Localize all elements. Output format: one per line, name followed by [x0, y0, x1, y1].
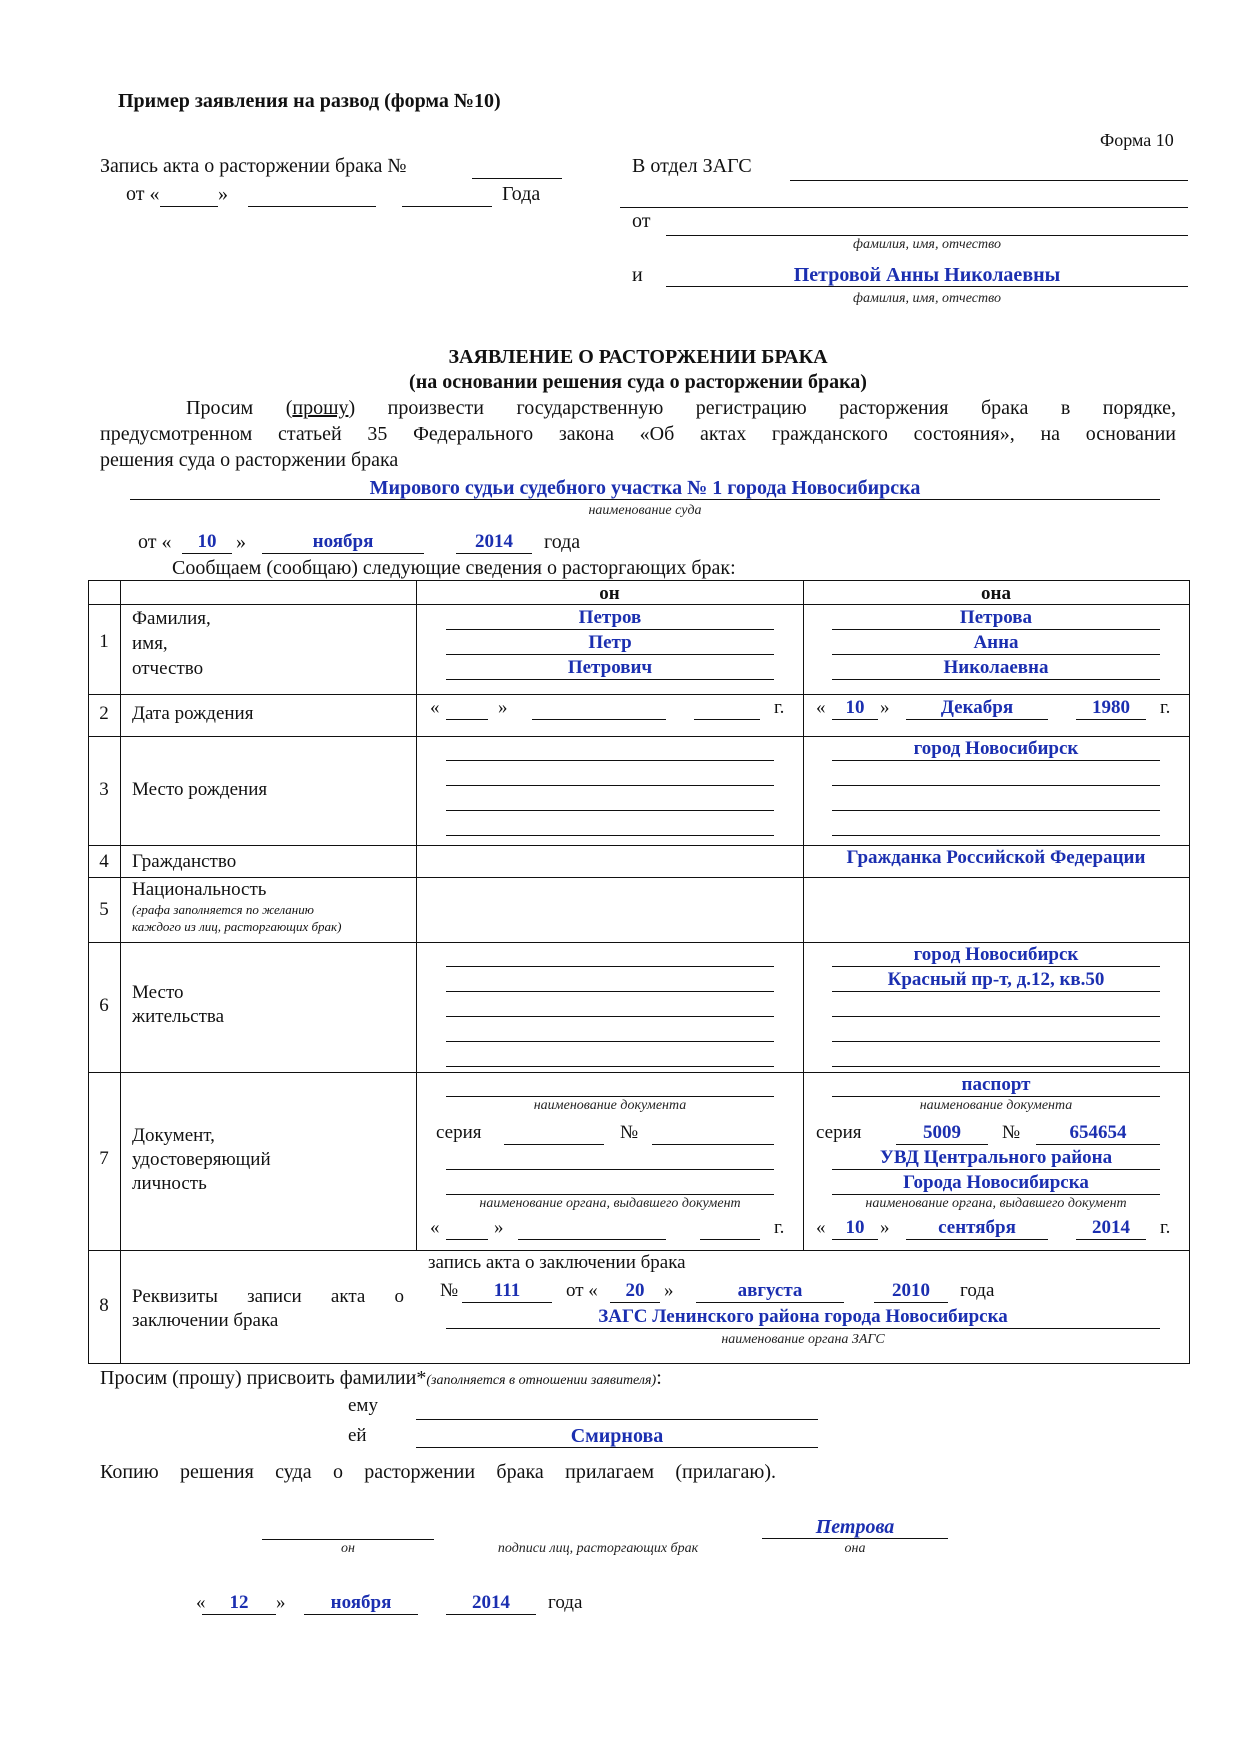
he-birth-g: г.	[774, 697, 785, 718]
she-number-label: №	[1002, 1122, 1021, 1143]
she-issue-year: 2014	[1076, 1217, 1146, 1240]
row-6-label: Место жительства	[132, 982, 225, 1027]
signature-he-caption: он	[341, 1541, 355, 1556]
marriage-zags-caption: наименование органа ЗАГС	[721, 1332, 885, 1347]
he-issue-g: г.	[774, 1217, 785, 1238]
she-surname: Петрова	[832, 607, 1160, 630]
intro-line-2: предусмотренном статьей 35 Федерального закона «Об актах гражданского состояния», на основании	[100, 423, 1176, 445]
she-residence-line-4	[832, 1041, 1160, 1042]
he-patronymic: Петрович	[446, 657, 774, 680]
from-label: от	[632, 210, 651, 232]
she-residence-address: Красный пр-т, д.12, кв.50	[832, 969, 1160, 992]
he-org-caption: наименование органа, выдавшего документ	[479, 1196, 741, 1211]
final-date-day: 12	[202, 1592, 276, 1615]
she-birthplace: город Новосибирск	[832, 738, 1160, 761]
she-issue-g: г.	[1160, 1217, 1171, 1238]
she-citizenship: Гражданка Российской Федерации	[846, 847, 1146, 868]
she-birth-close: »	[880, 697, 890, 718]
he-birthplace-line-1	[446, 760, 774, 761]
she-series: 5009	[896, 1122, 988, 1145]
document-subheading: (на основании решения суда о расторжении брака)	[409, 371, 867, 393]
she-birth-day: 10	[832, 697, 878, 720]
record-month-line	[248, 206, 376, 207]
he-name: Петр	[446, 632, 774, 655]
signature-he-line	[262, 1539, 434, 1540]
zags-label: В отдел ЗАГС	[632, 155, 752, 177]
record-day-line	[160, 206, 218, 207]
she-residence-line-5	[832, 1066, 1160, 1067]
zags-line	[790, 180, 1188, 181]
final-date-suffix: года	[548, 1592, 583, 1613]
signature-she-caption: она	[844, 1541, 866, 1556]
attachment-note: Копию решения суда о расторжении брака прилагаем (прилагаю).	[100, 1461, 776, 1483]
intro-line-1: Просим (прошу) произвести государственную регистрацию расторжения брака в порядке,	[186, 397, 1176, 419]
row-8-label: Реквизиты записи акта о заключении брака	[132, 1286, 404, 1331]
marriage-year-label: года	[960, 1280, 995, 1301]
she-issue-close: »	[880, 1217, 890, 1238]
final-date-open: «	[196, 1592, 206, 1613]
he-birthplace-line-2	[446, 785, 774, 786]
she-birthplace-line-3	[832, 810, 1160, 811]
intro-line-3: решения суда о расторжении брака	[100, 449, 399, 471]
record-year-line	[402, 206, 492, 207]
she-birth-open: «	[816, 697, 826, 718]
he-birth-month	[532, 719, 666, 720]
he-org-line-2	[446, 1194, 774, 1195]
she-birth-month: Декабря	[906, 697, 1048, 720]
he-surname: Петров	[446, 607, 774, 630]
row-6-number: 6	[99, 995, 109, 1016]
column-she: она	[981, 583, 1011, 604]
row-4-label: Гражданство	[132, 851, 237, 872]
she-doc-name: паспорт	[832, 1074, 1160, 1097]
record-from-label: от «	[126, 183, 160, 205]
record-from-close: »	[218, 183, 228, 205]
surname-her-label: ей	[348, 1425, 367, 1446]
marriage-record-title: запись акта о заключении брака	[428, 1252, 686, 1273]
final-date-month: ноября	[304, 1592, 418, 1615]
he-issue-year	[700, 1239, 760, 1240]
surname-him-label: ему	[348, 1395, 378, 1416]
he-doc-line	[446, 1096, 774, 1097]
court-date-suffix: года	[544, 531, 581, 553]
surname-request: Просим (прошу) присвоить фамилии*(заполняется в отношении заявителя):	[100, 1367, 662, 1389]
marriage-record-number: 111	[462, 1280, 552, 1303]
record-label: Запись акта о расторжении брака №	[100, 155, 407, 177]
marriage-from-label: от «	[566, 1280, 598, 1301]
marriage-close: »	[664, 1280, 674, 1301]
info-line: Сообщаем (сообщаю) следующие сведения о расторгающих брак:	[172, 557, 736, 579]
he-org-line-1	[446, 1169, 774, 1170]
she-birth-g: г.	[1160, 697, 1171, 718]
marriage-zags-org: ЗАГС Ленинского района города Новосибирска	[446, 1306, 1160, 1329]
she-residence-city: город Новосибирск	[832, 944, 1160, 967]
court-date-month: ноября	[262, 531, 424, 554]
she-org-line-2: Города Новосибирска	[832, 1172, 1160, 1195]
marriage-month: августа	[696, 1280, 844, 1303]
record-year-label: Года	[502, 183, 541, 205]
she-doc-caption: наименование документа	[919, 1098, 1073, 1113]
he-issue-day	[446, 1239, 488, 1240]
row-5-number: 5	[99, 899, 109, 920]
she-org-caption: наименование органа, выдавшего документ	[865, 1196, 1127, 1211]
he-residence-line-2	[446, 991, 774, 992]
applicant1-line	[666, 235, 1188, 236]
she-issue-open: «	[816, 1217, 826, 1238]
row-4-number: 4	[99, 851, 109, 872]
page-title: Пример заявления на развод (форма №10)	[118, 90, 501, 112]
row-1-label: Фамилия, имя, отчество	[132, 608, 211, 679]
row-7-number: 7	[99, 1148, 109, 1169]
row-7-label: Документ, удостоверяющий личность	[132, 1125, 271, 1194]
fio-caption-2: фамилия, имя, отчество	[853, 291, 1001, 306]
she-series-label: серия	[816, 1122, 862, 1143]
court-date-day: 10	[182, 531, 232, 554]
row-3-label: Место рождения	[132, 779, 268, 800]
he-residence-line-4	[446, 1041, 774, 1042]
row-2-number: 2	[99, 703, 109, 724]
she-number: 654654	[1036, 1122, 1160, 1145]
court-name-field: Мирового судьи судебного участка № 1 города Новосибирска	[130, 477, 1160, 500]
he-birthplace-line-4	[446, 835, 774, 836]
final-date-year: 2014	[446, 1592, 536, 1615]
he-birth-open: «	[430, 697, 440, 718]
she-birthplace-line-4	[832, 835, 1160, 836]
row-3-number: 3	[99, 779, 109, 800]
he-residence-line-1	[446, 966, 774, 967]
she-issue-day: 10	[832, 1217, 878, 1240]
she-patronymic: Николаевна	[832, 657, 1160, 680]
and-label: и	[632, 264, 643, 286]
he-series-label: серия	[436, 1122, 482, 1143]
he-residence-line-3	[446, 1016, 774, 1017]
applicant2-field: Петровой Анны Николаевны	[666, 264, 1188, 287]
court-date-prefix: от «	[138, 531, 172, 553]
she-org-line-1: УВД Центрального района	[832, 1147, 1160, 1170]
he-birth-close: »	[498, 697, 508, 718]
she-birthplace-line-2	[832, 785, 1160, 786]
court-date-close: »	[236, 531, 246, 553]
he-residence-line-5	[446, 1066, 774, 1067]
zags-line-2	[620, 207, 1188, 208]
column-he: он	[599, 583, 620, 604]
she-name: Анна	[832, 632, 1160, 655]
he-issue-month	[518, 1239, 666, 1240]
he-number-line	[652, 1144, 774, 1145]
row-1-number: 1	[99, 631, 109, 652]
surname-her-value: Смирнова	[416, 1425, 818, 1448]
fio-caption-1: фамилия, имя, отчество	[853, 237, 1001, 252]
signatures-caption: подписи лиц, расторгающих брак	[497, 1541, 699, 1556]
she-residence-line-3	[832, 1016, 1160, 1017]
final-date-close: »	[276, 1592, 286, 1613]
form-number: Форма 10	[1100, 130, 1174, 150]
row-8-number: 8	[99, 1295, 109, 1316]
document-heading: ЗАЯВЛЕНИЕ О РАСТОРЖЕНИИ БРАКА	[448, 346, 828, 368]
surname-him-line	[416, 1419, 818, 1420]
he-number-label: №	[620, 1122, 639, 1143]
he-doc-caption: наименование документа	[533, 1098, 687, 1113]
court-date-year: 2014	[456, 531, 532, 554]
marriage-num-label: №	[440, 1280, 459, 1301]
he-issue-open: «	[430, 1217, 440, 1238]
marriage-year: 2010	[874, 1280, 948, 1303]
signature-she: Петрова	[762, 1516, 948, 1539]
he-birth-day	[446, 719, 488, 720]
record-number-line	[472, 178, 562, 179]
row-2-label: Дата рождения	[132, 703, 254, 724]
court-caption: наименование суда	[588, 503, 702, 518]
marriage-day: 20	[610, 1280, 660, 1303]
he-birth-year	[694, 719, 760, 720]
she-issue-month: сентября	[906, 1217, 1048, 1240]
row-5-label: Национальность (графа заполняется по желанию каждого из лиц, расторгающих брак)	[132, 879, 342, 934]
she-birth-year: 1980	[1076, 697, 1146, 720]
he-issue-close: »	[494, 1217, 504, 1238]
he-birthplace-line-3	[446, 810, 774, 811]
he-series-line	[504, 1144, 604, 1145]
